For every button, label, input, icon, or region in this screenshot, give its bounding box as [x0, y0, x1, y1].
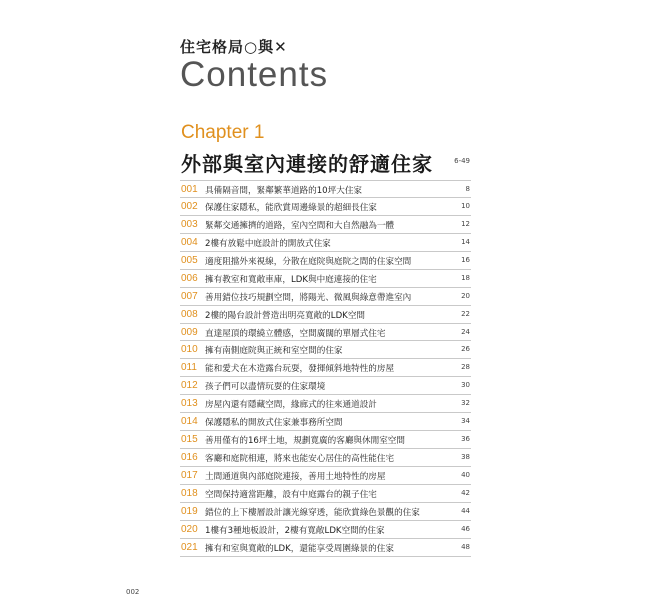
toc-title: 2樓有放鬆中庭設計的開放式住家 [205, 238, 331, 249]
toc-title: 緊鄰交通擁擠的道路，室內空間和大自然融為一體 [205, 220, 395, 231]
toc-item[interactable] [180, 377, 471, 395]
toc-page: 8 [465, 185, 470, 193]
toc-page: 18 [461, 273, 470, 282]
toc-number: 002 [181, 200, 198, 212]
toc-item[interactable] [180, 539, 471, 557]
toc-number: 011 [181, 362, 197, 374]
toc-number: 021 [181, 541, 198, 553]
toc-number: 007 [181, 290, 198, 302]
toc-number: 001 [181, 184, 198, 195]
toc-page: 34 [461, 417, 470, 426]
toc-page: 42 [461, 488, 470, 497]
toc-item[interactable] [180, 413, 471, 431]
toc-number: 016 [181, 452, 198, 464]
page-number: 002 [126, 588, 140, 596]
toc-number: 009 [181, 326, 198, 338]
toc-number: 005 [181, 254, 198, 266]
toc-number: 020 [181, 523, 198, 535]
toc-item[interactable] [180, 485, 471, 503]
toc-number: 003 [181, 218, 198, 230]
toc-title: 能和愛犬在木造露台玩耍，發揮傾斜地特性的房屋 [205, 364, 395, 375]
toc-number: 008 [181, 308, 198, 320]
toc-number: 006 [181, 272, 198, 284]
toc-title: 擁有南側庭院與正統和室空間的住家 [205, 346, 343, 357]
toc-item[interactable] [180, 503, 471, 521]
toc-item[interactable] [180, 180, 471, 198]
toc-number: 010 [181, 344, 198, 356]
toc-number: 015 [181, 434, 198, 446]
toc-item[interactable] [180, 234, 471, 252]
toc-page: 20 [461, 291, 470, 300]
toc-title: 擁有和室與寬敞的LDK，還能享受周圍綠景的住家 [205, 543, 394, 554]
chapter-title: 外部與室內連接的舒適住家 [181, 152, 433, 176]
toc-page: 44 [461, 506, 470, 515]
toc-item[interactable] [180, 467, 471, 485]
toc-number: 012 [181, 380, 198, 392]
toc-page: 36 [461, 435, 470, 444]
toc-item[interactable] [180, 449, 471, 467]
toc-page: 16 [461, 255, 470, 264]
toc-title: 1樓有3種地板設計，2樓有寬敞LDK空間的住家 [205, 525, 385, 536]
toc-item[interactable] [180, 395, 471, 413]
chapter-label: Chapter 1 [181, 122, 265, 143]
toc-page: 40 [461, 471, 470, 479]
toc-page: 48 [461, 542, 470, 551]
book-title: 住宅格局○與✕ [180, 38, 288, 56]
toc-item[interactable] [180, 359, 471, 377]
toc-title: 錯位的上下樓層設計讓光線穿透，能欣賞綠色景觀的住家 [205, 507, 420, 518]
toc-item[interactable] [180, 216, 471, 234]
toc-page: 22 [461, 309, 470, 318]
toc-title: 孩子們可以盡情玩耍的住家環境 [205, 382, 326, 393]
toc-title: 空間保持適當距離，設有中庭露台的親子住宅 [205, 489, 377, 500]
toc-list [180, 180, 471, 557]
toc-title: 2樓的陽台設計營造出明亮寬敞的LDK空間 [205, 310, 366, 321]
toc-title: 保護隱私的開放式住家兼事務所空間 [205, 418, 343, 429]
toc-page: 30 [461, 381, 470, 390]
toc-page: 32 [461, 399, 470, 408]
toc-number: 013 [181, 398, 198, 410]
toc-item[interactable] [180, 270, 471, 288]
toc-number: 019 [181, 505, 198, 517]
toc-title: 房屋內還有隱藏空間，緣廊式的往來通道設計 [205, 400, 377, 411]
toc-number: 004 [181, 236, 198, 248]
chapter-page-range: 6-49 [454, 157, 470, 165]
toc-title: 土間通道與內部庭院連接，善用土地特性的房屋 [205, 472, 386, 482]
toc-item[interactable] [180, 306, 471, 324]
toc-item[interactable] [180, 198, 471, 216]
toc-title: 具備隔音間，緊鄰繁華道路的10坪大住家 [205, 186, 363, 196]
toc-page: 12 [461, 219, 470, 228]
contents-heading: Contents [180, 55, 329, 94]
toc-item[interactable] [180, 431, 471, 449]
toc-number: 017 [181, 470, 198, 481]
toc-item[interactable] [180, 324, 471, 342]
toc-page: 46 [461, 524, 470, 533]
toc-title: 適度阻擋外來視線，分散在庭院與庭院之間的住家空間 [205, 256, 412, 267]
toc-title: 保護住家隱私，能欣賞周邊綠景的超細長住家 [205, 202, 377, 213]
toc-page: 38 [461, 453, 470, 462]
toc-page: 14 [461, 237, 470, 246]
toc-title: 擁有教室和寬敞車庫，LDK與中庭連接的住宅 [205, 274, 377, 285]
toc-number: 014 [181, 416, 198, 428]
toc-title: 善用錯位技巧規劃空間，將陽光、微風與綠意帶進室內 [205, 292, 412, 303]
toc-page: 10 [461, 201, 470, 210]
toc-item[interactable] [180, 521, 471, 539]
toc-item[interactable] [180, 252, 471, 270]
toc-title: 客廳和庭院相連，將來也能安心居住的高性能住宅 [205, 454, 395, 465]
toc-page: 24 [461, 327, 470, 336]
toc-title: 直達屋頂的環繞立體感，空間廣闊的單層式住宅 [205, 328, 386, 339]
toc-item[interactable] [180, 341, 471, 359]
toc-item[interactable] [180, 288, 471, 306]
toc-page: 26 [461, 345, 470, 354]
toc-title: 善用僅有的16坪土地，規劃寬廣的客廳與休閒室空間 [205, 436, 405, 447]
toc-page: 28 [461, 363, 470, 372]
toc-number: 018 [181, 487, 198, 499]
